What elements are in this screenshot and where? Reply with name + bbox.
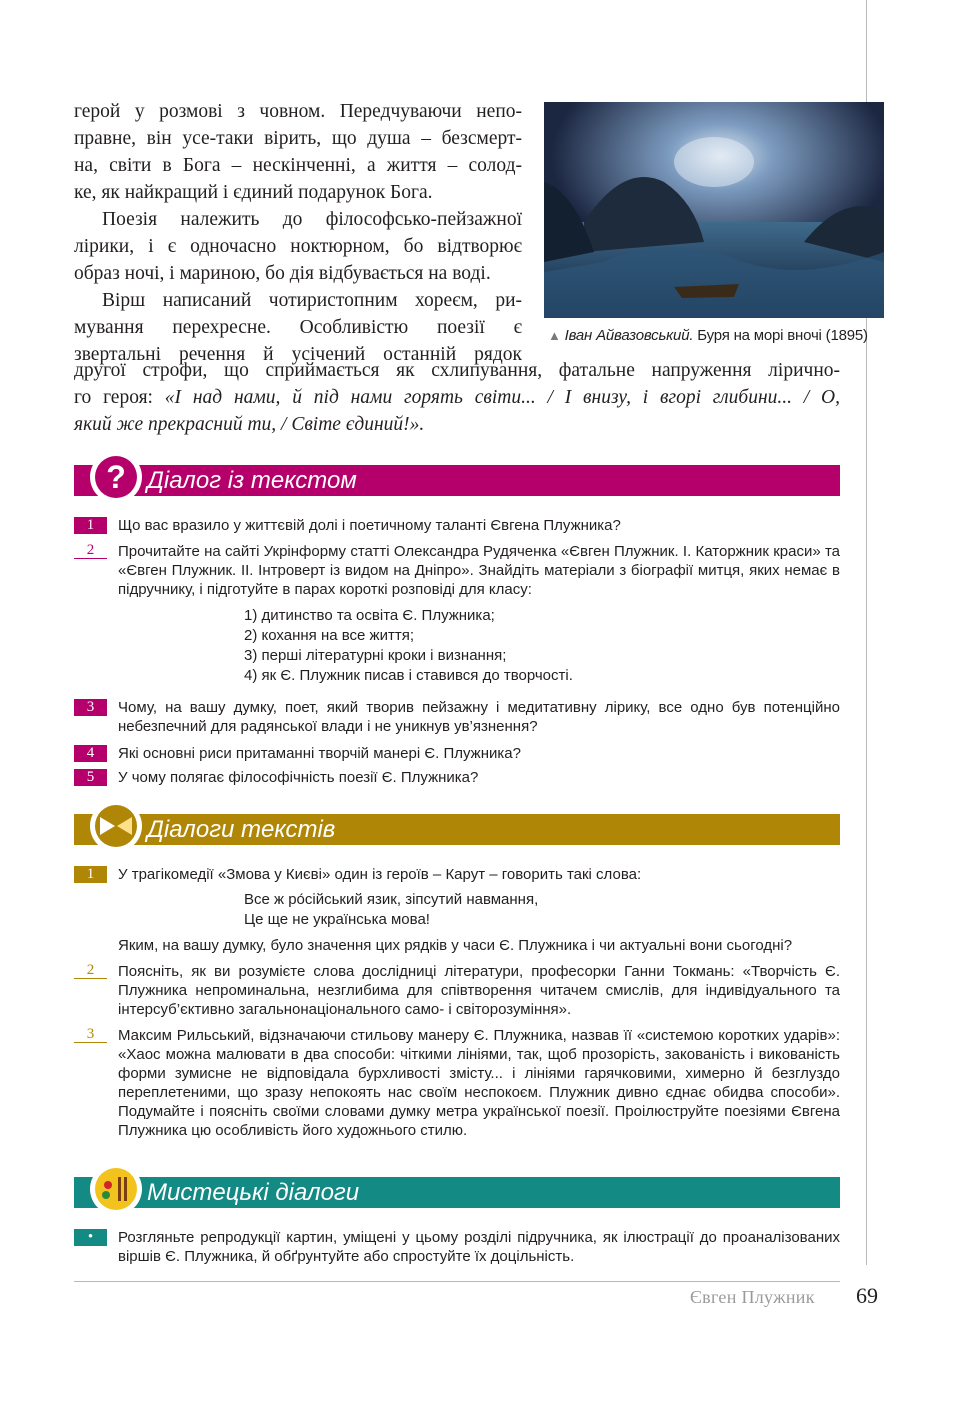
sub-item: 3) перші літературні кроки і визнання; [244, 647, 507, 664]
item-number: 3 [74, 699, 107, 716]
poem-quote: який же прекрасний ти, / Світе єдиний!». [74, 414, 425, 435]
arrows-icon [90, 800, 142, 852]
item-number: 1 [74, 866, 107, 883]
section-header-art-dialogs [74, 1177, 840, 1208]
item-text: Розгляньте репродукції картин, уміщені у цьому розділі підручника, як ілюстрації до проаналізованих віршів Є. Плужника, й обґрунтуйте або спростуйте їх доцільність. [118, 1229, 840, 1265]
intro-line: образ ночі, і мариною, бо дія відбувається на воді. [74, 263, 491, 284]
caption-title: Буря на морі вночі (1895) [693, 327, 868, 344]
sub-list [244, 606, 573, 686]
page-number: 69 [856, 1283, 878, 1308]
question-mark-icon [90, 451, 142, 503]
item-text: Яким, на вашу думку, було значення цих рядків у часи Є. Плужника і чи актуальні вони сьогодні? [118, 937, 793, 954]
list-item [74, 768, 840, 787]
intro-line: лірики, і є одночасно ноктюрном, бо відтворює [74, 236, 522, 257]
intro-line: ке, як найкращий і єдиний подарунок Бога. [74, 182, 433, 203]
list-item [74, 542, 840, 599]
sub-item: 1) дитинство та освіта Є. Плужника; [244, 607, 495, 624]
palette-icon [90, 1163, 142, 1215]
intro-line: другої строфи, що сприймається як схлипування, фатальне напруження лірично- [74, 360, 840, 381]
intro-line: на, світи в Бога – нескінченні, а життя – солод- [74, 155, 522, 176]
poem-quote: «І над нами, й під нами горять світи... / І внизу, і вгорі глибини... / О, [164, 387, 840, 408]
list-item [74, 516, 840, 535]
section-header-dialog-text [74, 459, 840, 496]
intro-line: герой у розмові з човном. Передчуваючи непо- [74, 101, 522, 122]
item-text: Чому, на вашу думку, поет, який творив пейзажну і медитативну лірику, все одно був потенційно небезпечний для радянської влади і не уникнув ув’язнення? [118, 699, 840, 735]
item-number: 1 [74, 517, 107, 534]
list-item [74, 744, 840, 763]
running-footer-title: Євген Плужник [690, 1287, 815, 1307]
intro-continuation [74, 357, 840, 438]
item-text: Максим Рильський, відзначаючи стильову манеру Є. Плужника, назвав її «системою коротких ударів»: «Хаос можна малювати в два способи: чіткими лініями, так, щоб прозорість, закованість і викованість форми зумисне не відповідала бурхливості змісту... і лініями гарячковими, химерно й безглуздо переплетеними, що зразу непокоять нас своїм неспокоєм. Плужник дивно єднає обидва способи». Подумайте і поясніть своїми словами думку метра української поезії. Проілюструйте поезіями Євгена Плужника цю особливість його художнього стилю. [118, 1027, 840, 1139]
intro-line: Вірш написаний чотиристопним хореєм, ри- [102, 290, 522, 311]
list-item [74, 1228, 840, 1266]
svg-text:?: ? [106, 459, 126, 495]
item-number: 2 [74, 963, 107, 979]
painting-caption [548, 327, 868, 344]
quote-line: Все ж ро́сійський язик, зіпсутий навмання, [244, 891, 539, 908]
footer-rule [74, 1281, 840, 1282]
sub-item: 2) кохання на все життя; [244, 627, 414, 644]
item-text: Які основні риси притаманні творчій манері Є. Плужника? [118, 745, 521, 762]
sub-item: 4) як Є. Плужник писав і ставився до творчості. [244, 667, 573, 684]
item-text: У трагікомедії «Змова у Києві» один із героїв – Карут – говорить такі слова: [118, 866, 642, 883]
triangle-marker-icon: ▲ [548, 328, 561, 343]
section-title: Діалоги текстів [147, 816, 336, 843]
item-text: Поясніть, як ви розумієте слова дослідниці літератури, професорки Ганни Токмань: «Творчість Є. Плужника непроминальна, незглибима для співтворення читачем смислів, для індивідуального та інтерсуб’єктивно загальнонаціонального само- і світорозуміння». [118, 963, 840, 1018]
section-header-dialogs-texts [74, 814, 840, 845]
item-number: 5 [74, 769, 107, 786]
item-text: У чому полягає філософічність поезії Є. Плужника? [118, 769, 479, 786]
intro-line: го героя: [74, 387, 165, 408]
intro-line: Поезія належить до філософсько-пейзажної [102, 209, 522, 230]
list-item [74, 1026, 840, 1140]
list-item [74, 698, 840, 736]
item-number: 4 [74, 745, 107, 762]
caption-author: Іван Айвазовський. [564, 327, 694, 344]
quote-line: Це ще не українська мова! [244, 911, 430, 928]
section-title: Діалог із текстом [147, 467, 357, 494]
quote-block [244, 890, 538, 930]
painting-image [544, 102, 884, 318]
intro-column [74, 98, 522, 368]
list-item-continuation [74, 936, 840, 955]
item-text: Що вас вразило у життєвій долі і поетичному таланті Євгена Плужника? [118, 517, 621, 534]
list-item [74, 865, 840, 884]
section-title: Мистецькі діалоги [147, 1179, 360, 1206]
storm-at-sea-painting [544, 102, 884, 318]
list-item [74, 962, 840, 1019]
intro-line: мування перехресне. Особливістю поезії є [74, 317, 522, 338]
bullet-marker: • [74, 1229, 107, 1246]
item-number: 2 [74, 543, 107, 559]
intro-line: правне, він усе-таки вірить, що душа – безсмерт- [74, 128, 522, 149]
item-number: 3 [74, 1027, 107, 1043]
intro-line: звертальні речення й усічений останній рядок [74, 344, 522, 365]
item-text: Прочитайте на сайті Укрінформу статті Олександра Рудяченка «Євген Плужник. I. Каторжник краси» та «Євген Плужник. II. Інтроверт із видом на Дніпро». Знайдіть матеріали з біографії митця, яких немає в підручнику, і підготуйте в парах короткі розповіді для класу: [118, 543, 840, 598]
